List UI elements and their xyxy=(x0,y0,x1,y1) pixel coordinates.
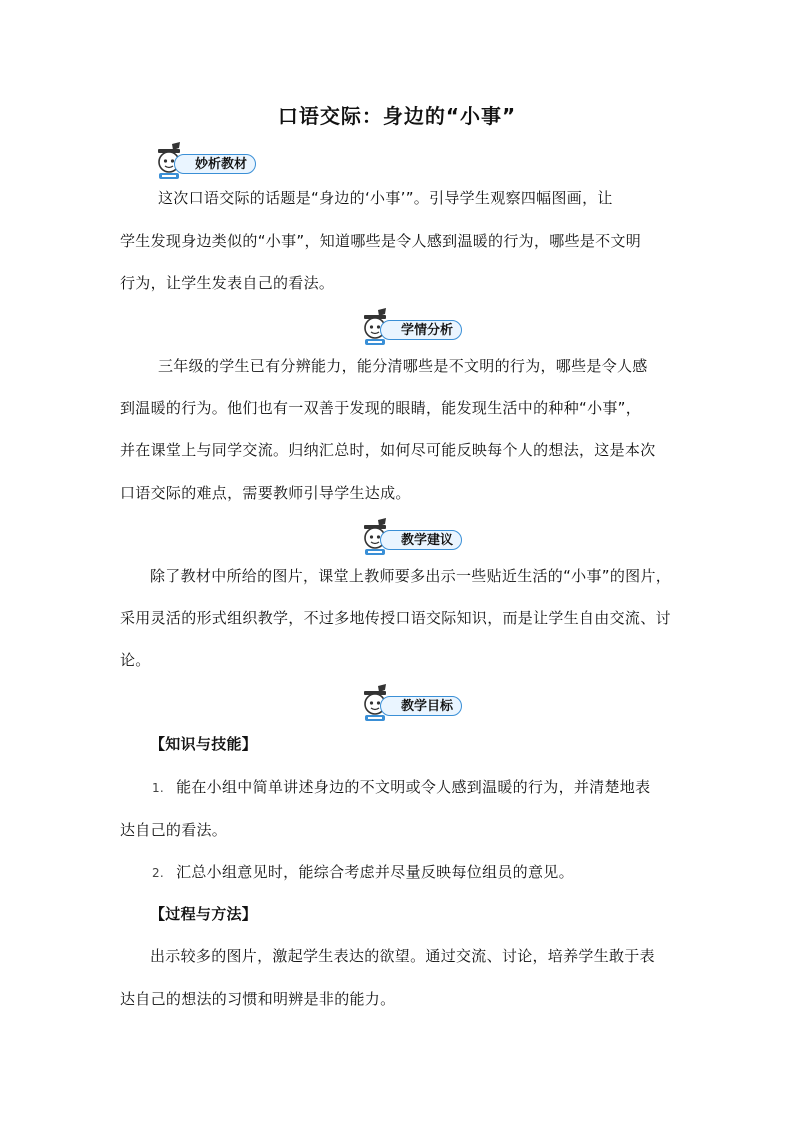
section-heading-teaching-suggestions xyxy=(356,516,476,560)
paragraph-line: 达自己的想法的习惯和明辨是非的能力。 xyxy=(120,990,396,1008)
section-heading-label: 教学建议 xyxy=(380,530,462,550)
paragraph-line: 口语交际的难点，需要教师引导学生达成。 xyxy=(120,484,411,502)
section-heading-teaching-objectives xyxy=(356,682,476,726)
paragraph-line: 达自己的看法。 xyxy=(120,821,228,839)
list-item-number: 1. xyxy=(152,781,165,795)
section-heading-materials xyxy=(150,140,270,184)
list-item-text: 能在小组中简单讲述身边的不文明或令人感到温暖的行为，并清楚地表 xyxy=(176,778,651,796)
paragraph-line: 采用灵活的形式组织教学，不过多地传授口语交际知识，而是让学生自由交流、讨 xyxy=(120,609,671,627)
section-heading-label: 教学目标 xyxy=(380,696,462,716)
paragraph-line: 三年级的学生已有分辨能力，能分清哪些是不文明的行为，哪些是令人感 xyxy=(158,357,648,375)
paragraph-line: 这次口语交际的话题是“身边的‘小事’”。引导学生观察四幅图画，让 xyxy=(158,189,613,207)
list-item xyxy=(152,777,650,798)
list-item xyxy=(152,862,574,883)
paragraph-line: 并在课堂上与同学交流。归纳汇总时，如何尽可能反映每个人的想法，这是本次 xyxy=(120,441,656,459)
subheading-process-methods: 【过程与方法】 xyxy=(150,905,258,923)
list-item-number: 2. xyxy=(152,866,165,880)
section-heading-label: 学情分析 xyxy=(380,320,462,340)
list-item-text: 汇总小组意见时，能综合考虑并尽量反映每位组员的意见。 xyxy=(176,863,574,881)
paragraph-line: 学生发现身边类似的“小事”，知道哪些是令人感到温暖的行为，哪些是不文明 xyxy=(120,232,642,250)
paragraph-line: 出示较多的图片，激起学生表达的欲望。通过交流、讨论，培养学生敢于表 xyxy=(150,947,655,965)
section-heading-student-analysis xyxy=(356,306,476,350)
paragraph-line: 除了教材中所给的图片，课堂上教师要多出示一些贴近生活的“小事”的图片， xyxy=(150,567,672,585)
paragraph-line: 到温暖的行为。他们也有一双善于发现的眼睛，能发现生活中的种种“小事”， xyxy=(120,399,642,417)
page-title: 口语交际：身边的“小事” xyxy=(277,104,517,128)
subheading-knowledge-skills: 【知识与技能】 xyxy=(150,735,258,753)
section-heading-label: 妙析教材 xyxy=(174,154,256,174)
paragraph-line: 论。 xyxy=(120,651,151,669)
paragraph-line: 行为，让学生发表自己的看法。 xyxy=(120,274,335,292)
